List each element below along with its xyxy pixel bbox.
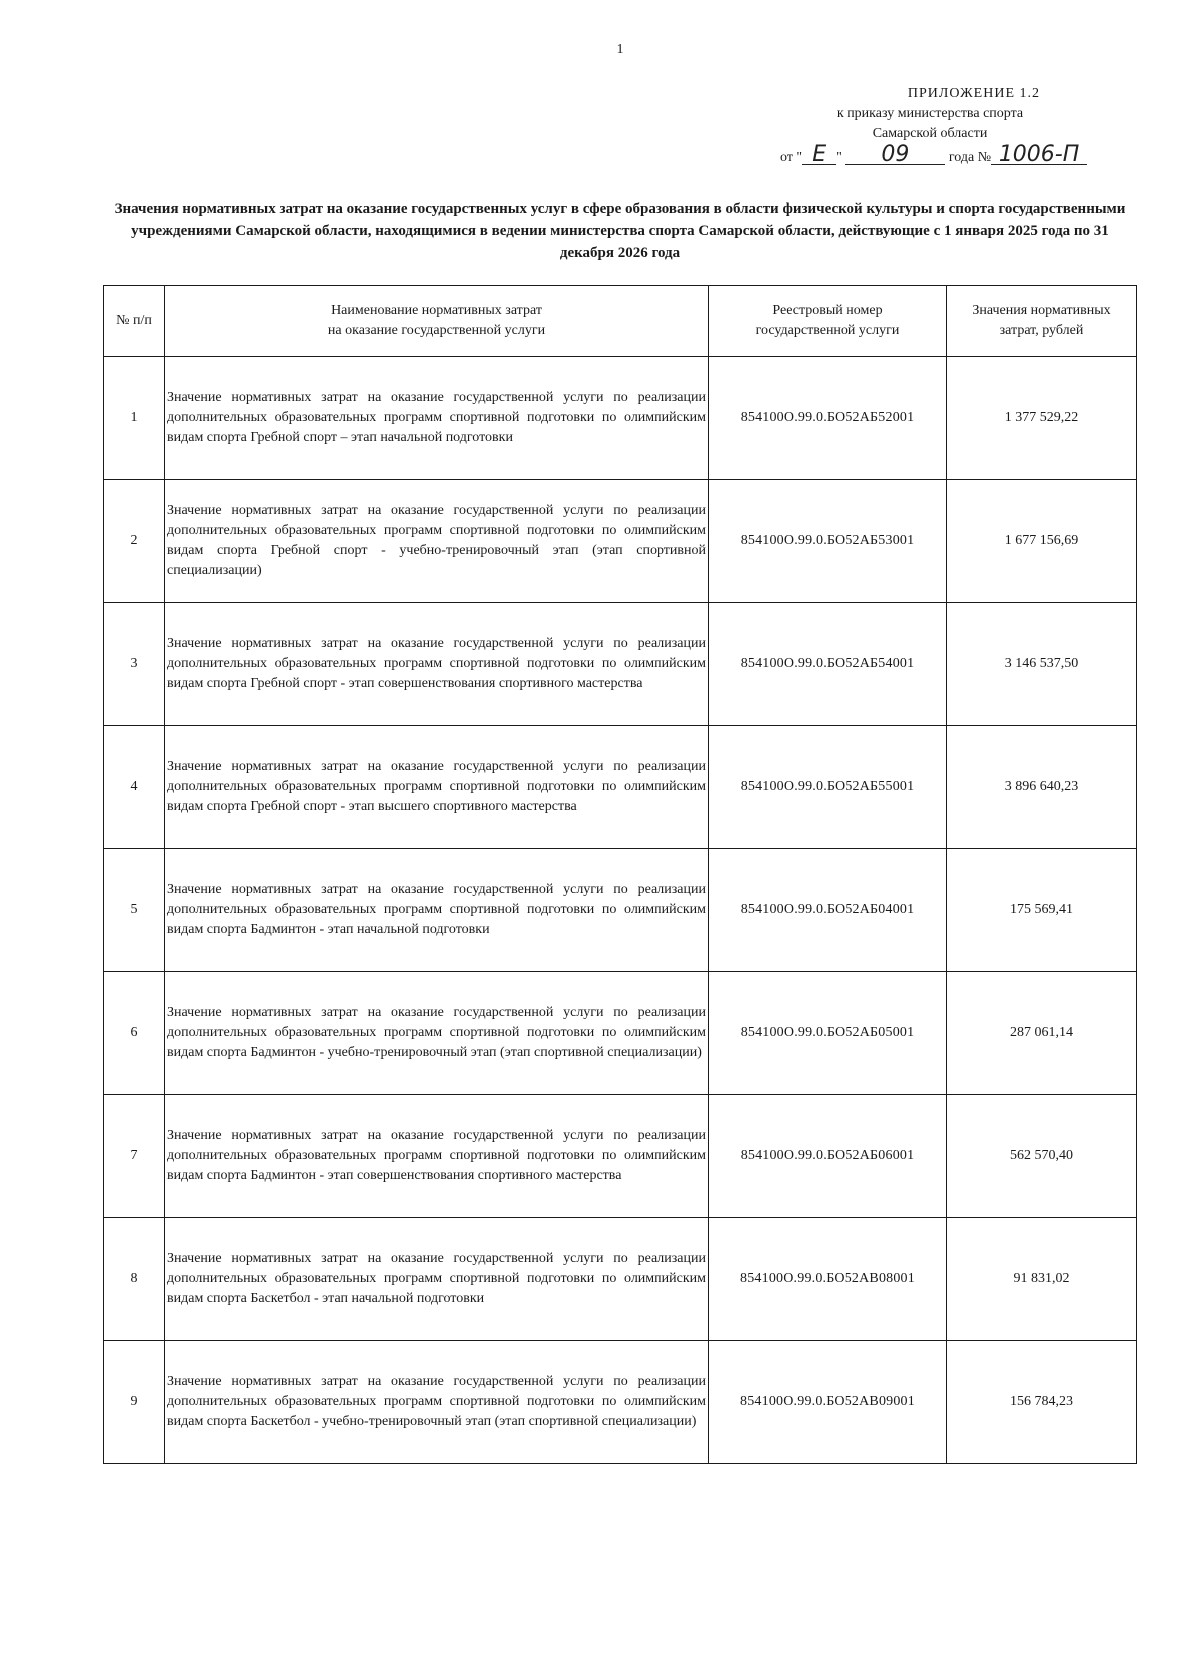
appendix-order-line1: к приказу министерства спорта bbox=[836, 106, 1024, 121]
row-value: 175 569,41 bbox=[947, 849, 1137, 972]
row-registry: 854100О.99.0.БО52АБ54001 bbox=[709, 603, 947, 726]
row-name: Значение нормативных затрат на оказание государственной услуги по реализации дополнительных образовательных программ спортивной подготовки по олимпийским видам спорта Гребной спорт – этап начальной подготовки bbox=[165, 357, 709, 480]
row-registry: 854100О.99.0.БО52АБ55001 bbox=[709, 726, 947, 849]
row-registry: 854100О.99.0.БО52АБ04001 bbox=[709, 849, 947, 972]
row-name: Значение нормативных затрат на оказание государственной услуги по реализации дополнительных образовательных программ спортивной подготовки по олимпийским видам спорта Бадминтон - этап начальной подготовки bbox=[165, 849, 709, 972]
row-number: 6 bbox=[104, 972, 165, 1095]
row-name: Значение нормативных затрат на оказание государственной услуги по реализации дополнительных образовательных программ спортивной подготовки по олимпийским видам спорта Гребной спорт - этап совершенствования спортивного мастерства bbox=[165, 603, 709, 726]
header-name: Наименование нормативных затрат на оказание государственной услуги bbox=[165, 286, 709, 357]
table-header-row bbox=[104, 286, 1137, 357]
table-row bbox=[104, 1218, 1137, 1341]
appendix-block bbox=[780, 84, 1080, 144]
order-quote: " bbox=[836, 150, 842, 165]
table-row bbox=[104, 480, 1137, 603]
page-number: 1 bbox=[616, 42, 624, 57]
order-year-label: года № bbox=[948, 150, 992, 165]
row-name: Значение нормативных затрат на оказание государственной услуги по реализации дополнительных образовательных программ спортивной подготовки по олимпийским видам спорта Бадминтон - учебно-тренировочный этап (этап спортивной специализации) bbox=[165, 972, 709, 1095]
table-row bbox=[104, 1095, 1137, 1218]
row-number: 3 bbox=[104, 603, 165, 726]
row-registry: 854100О.99.0.БО52АВ08001 bbox=[709, 1218, 947, 1341]
row-value: 1 377 529,22 bbox=[947, 357, 1137, 480]
table-row bbox=[104, 357, 1137, 480]
row-name: Значение нормативных затрат на оказание государственной услуги по реализации дополнительных образовательных программ спортивной подготовки по олимпийским видам спорта Гребной спорт - этап высшего спортивного мастерства bbox=[165, 726, 709, 849]
row-name: Значение нормативных затрат на оказание государственной услуги по реализации дополнительных образовательных программ спортивной подготовки по олимпийским видам спорта Бадминтон - этап совершенствования спортивного мастерства bbox=[165, 1095, 709, 1218]
row-number: 8 bbox=[104, 1218, 165, 1341]
row-value: 3 146 537,50 bbox=[947, 603, 1137, 726]
row-registry: 854100О.99.0.БО52АБ52001 bbox=[709, 357, 947, 480]
header-value: Значения нормативных затрат, рублей bbox=[947, 286, 1137, 357]
order-number-handwritten: 1006-П bbox=[991, 146, 1087, 165]
row-value: 3 896 640,23 bbox=[947, 726, 1137, 849]
appendix-title: ПРИЛОЖЕНИЕ 1.2 bbox=[907, 86, 1040, 101]
order-from-label: от " bbox=[780, 150, 803, 165]
appendix-order-line2: Самарской области bbox=[872, 126, 988, 141]
row-value: 91 831,02 bbox=[947, 1218, 1137, 1341]
row-name: Значение нормативных затрат на оказание государственной услуги по реализации дополнительных образовательных программ спортивной подготовки по олимпийским видам спорта Гребной спорт - учебно-тренировочный этап (этап спортивной специализации) bbox=[165, 480, 709, 603]
order-month-handwritten: 09 bbox=[845, 146, 945, 165]
row-value: 562 570,40 bbox=[947, 1095, 1137, 1218]
row-registry: 854100О.99.0.БО52АБ53001 bbox=[709, 480, 947, 603]
row-value: 287 061,14 bbox=[947, 972, 1137, 1095]
row-number: 9 bbox=[104, 1341, 165, 1464]
table-row bbox=[104, 603, 1137, 726]
row-name: Значение нормативных затрат на оказание государственной услуги по реализации дополнительных образовательных программ спортивной подготовки по олимпийским видам спорта Баскетбол - этап начальной подготовки bbox=[165, 1218, 709, 1341]
row-registry: 854100О.99.0.БО52АВ09001 bbox=[709, 1341, 947, 1464]
header-num: № п/п bbox=[104, 286, 165, 357]
header-registry: Реестровый номер государственной услуги bbox=[709, 286, 947, 357]
row-registry: 854100О.99.0.БО52АБ06001 bbox=[709, 1095, 947, 1218]
row-value: 156 784,23 bbox=[947, 1341, 1137, 1464]
row-number: 4 bbox=[104, 726, 165, 849]
order-day-handwritten: Е bbox=[802, 146, 836, 165]
table-row bbox=[104, 849, 1137, 972]
document-title: Значения нормативных затрат на оказание государственных услуг в сфере образования в области физической культуры и спорта государственными учреждениями Самарской области, находящимися в ведении министерства спорта Самарской области, действующие с 1 января 2025 года по 31 декабря 2026 года bbox=[114, 201, 1126, 261]
row-number: 7 bbox=[104, 1095, 165, 1218]
table-row bbox=[104, 972, 1137, 1095]
table-row bbox=[104, 726, 1137, 849]
row-number: 5 bbox=[104, 849, 165, 972]
row-value: 1 677 156,69 bbox=[947, 480, 1137, 603]
row-registry: 854100О.99.0.БО52АБ05001 bbox=[709, 972, 947, 1095]
row-name: Значение нормативных затрат на оказание государственной услуги по реализации дополнительных образовательных программ спортивной подготовки по олимпийским видам спорта Баскетбол - учебно-тренировочный этап (этап спортивной специализации) bbox=[165, 1341, 709, 1464]
table-row bbox=[104, 1341, 1137, 1464]
row-number: 2 bbox=[104, 480, 165, 603]
row-number: 1 bbox=[104, 357, 165, 480]
order-date-number bbox=[780, 142, 1120, 167]
normative-costs-table bbox=[103, 285, 1137, 1464]
